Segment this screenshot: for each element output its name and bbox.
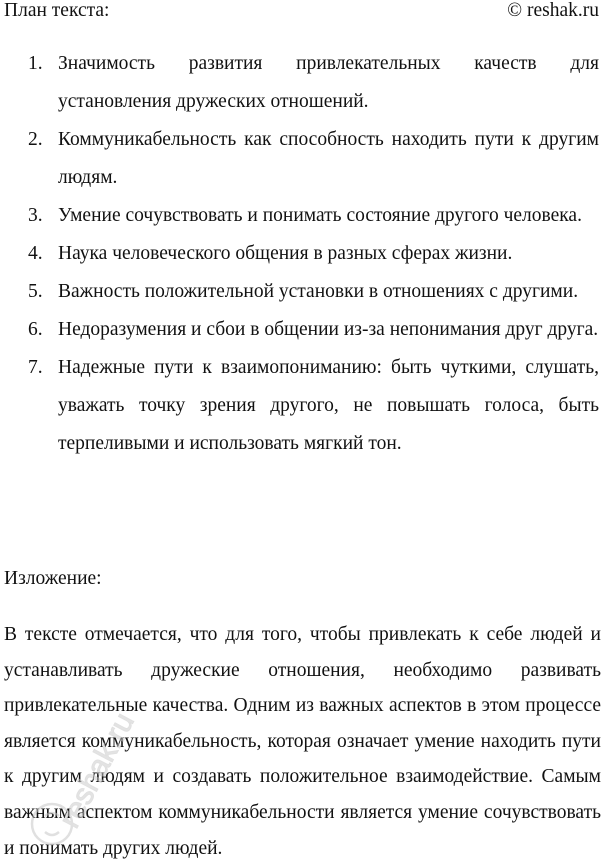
plan-list [0,45,603,463]
plan-item-text: Значимость развития привлекательных качеств для установления дружеских отношений. [58,53,599,112]
plan-item-number: 3. [28,205,43,226]
site-credit: © reshak.ru [507,0,599,21]
plan-item-number: 2. [28,129,43,150]
plan-item-text: Умение сочувствовать и понимать состояние другого человека. [58,205,582,226]
plan-item-number: 4. [28,243,43,264]
header-row [0,0,603,26]
plan-item-text: Недоразумения и сбои в общении из-за непонимания друг друга. [58,319,599,340]
summary-body: В тексте отмечается, что для того, чтобы привлекать к себе людей и устанавливать дружеские отношения, необходимо развивать привлекательные качества. Одним из важных аспектов в этом процессе является коммуникабельность, которая означает умение находить пути к другим людям и создавать положительное взаимодействие. Самым важным аспектом коммуникабельности является умение сочувствовать и понимать других людей. [4,624,601,859]
plan-heading: План текста: [4,0,110,21]
plan-item-number: 5. [28,281,43,302]
plan-item-number: 1. [28,53,43,74]
plan-item-number: 6. [28,319,43,340]
plan-item-1 [0,45,603,121]
plan-item-2 [0,121,603,197]
plan-item-text: Важность положительной установки в отношениях с другими. [58,281,579,302]
watermark-text: reshak.ru [53,707,141,834]
plan-item-3 [0,197,603,235]
plan-item-6 [0,311,603,349]
plan-item-text: Коммуникабельность как способность находить пути к другим людям. [58,129,599,188]
plan-item-number: 7. [28,357,43,378]
plan-item-text: Надежные пути к взаимопониманию: быть чуткими, слушать, уважать точку зрения другого, не повышать голоса, быть терпеливыми и использовать мягкий тон. [58,357,599,454]
plan-item-4 [0,235,603,273]
plan-item-7 [0,349,603,463]
plan-item-5 [0,273,603,311]
summary-heading: Изложение: [4,568,102,589]
plan-item-text: Наука человеческого общения в разных сферах жизни. [58,243,513,264]
